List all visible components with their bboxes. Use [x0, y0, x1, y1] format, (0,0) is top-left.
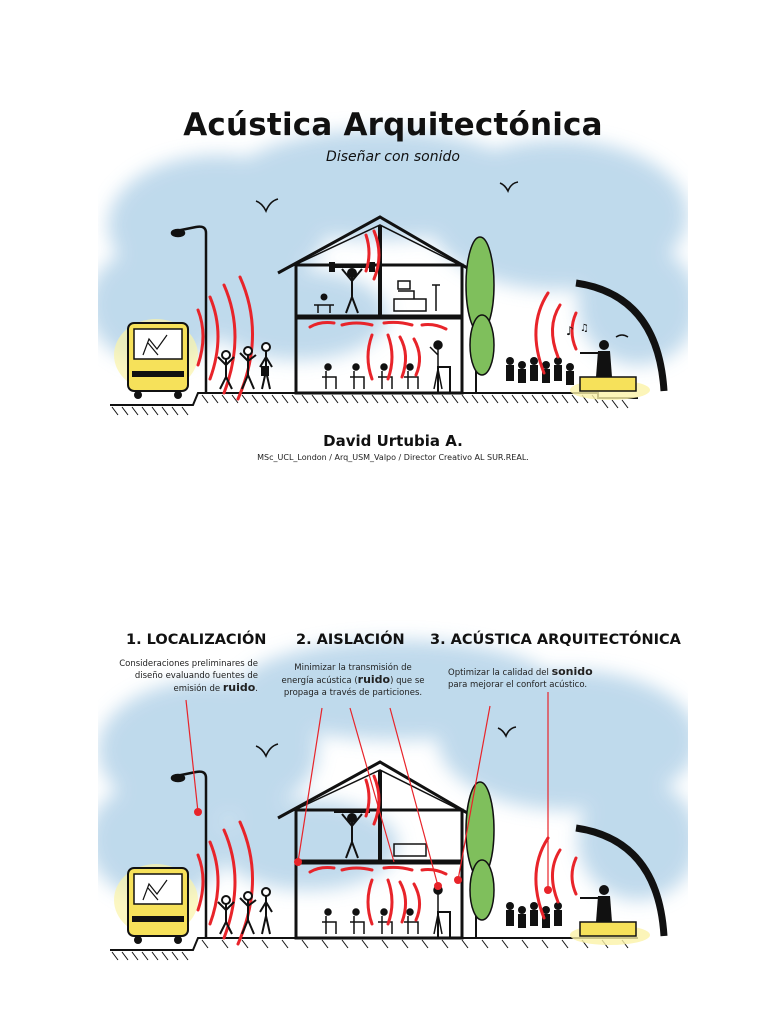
desc-text: para mejorar el confort acústico. — [448, 680, 588, 690]
svg-text:♫: ♫ — [580, 323, 589, 334]
desc-acustica — [448, 666, 598, 691]
ground — [110, 938, 638, 960]
slide-topics — [98, 600, 688, 1000]
desc-bold: ruido — [357, 673, 391, 686]
heading-aislacion: 2. AISLACIÓN — [296, 632, 405, 648]
page-subtitle: Diseñar con sonido — [326, 149, 460, 165]
bus-icon — [114, 864, 198, 944]
desc-text: . — [255, 684, 258, 694]
tree-icon — [466, 782, 494, 938]
pedestrians — [218, 343, 272, 389]
desc-text: ) que se propaga a través de particiones. — [283, 676, 425, 698]
ground — [110, 393, 638, 415]
pedestrians — [218, 888, 272, 934]
audience-icon — [506, 902, 562, 928]
tree-icon — [466, 237, 494, 393]
author-credits: MSc_UCL_London / Arq_USM_Valpo / Director Creativo AL SUR.REAL. — [257, 453, 529, 462]
bus-icon — [114, 319, 198, 399]
desc-aislacion — [278, 662, 428, 699]
heading-localizacion: 1. LOCALIZACIÓN — [126, 632, 267, 648]
desc-text: Minimizar la transmisión de energía acústica ( — [281, 663, 412, 686]
author-name: David Urtubia A. — [323, 432, 463, 450]
svg-text:♪: ♪ — [566, 324, 574, 338]
desc-localizacion — [112, 658, 258, 695]
desc-text: Optimizar la calidad del — [448, 668, 552, 678]
desc-bold: sonido — [551, 665, 593, 678]
page-title: Acústica Arquitectónica — [183, 107, 603, 143]
desc-bold: ruido — [222, 681, 256, 694]
heading-acustica: 3. ACÚSTICA ARQUITECTÓNICA — [430, 632, 681, 648]
slide-cover — [98, 55, 688, 485]
desc-text: Consideraciones preliminares de diseño evaluando fuentes de emisión de — [119, 659, 258, 694]
